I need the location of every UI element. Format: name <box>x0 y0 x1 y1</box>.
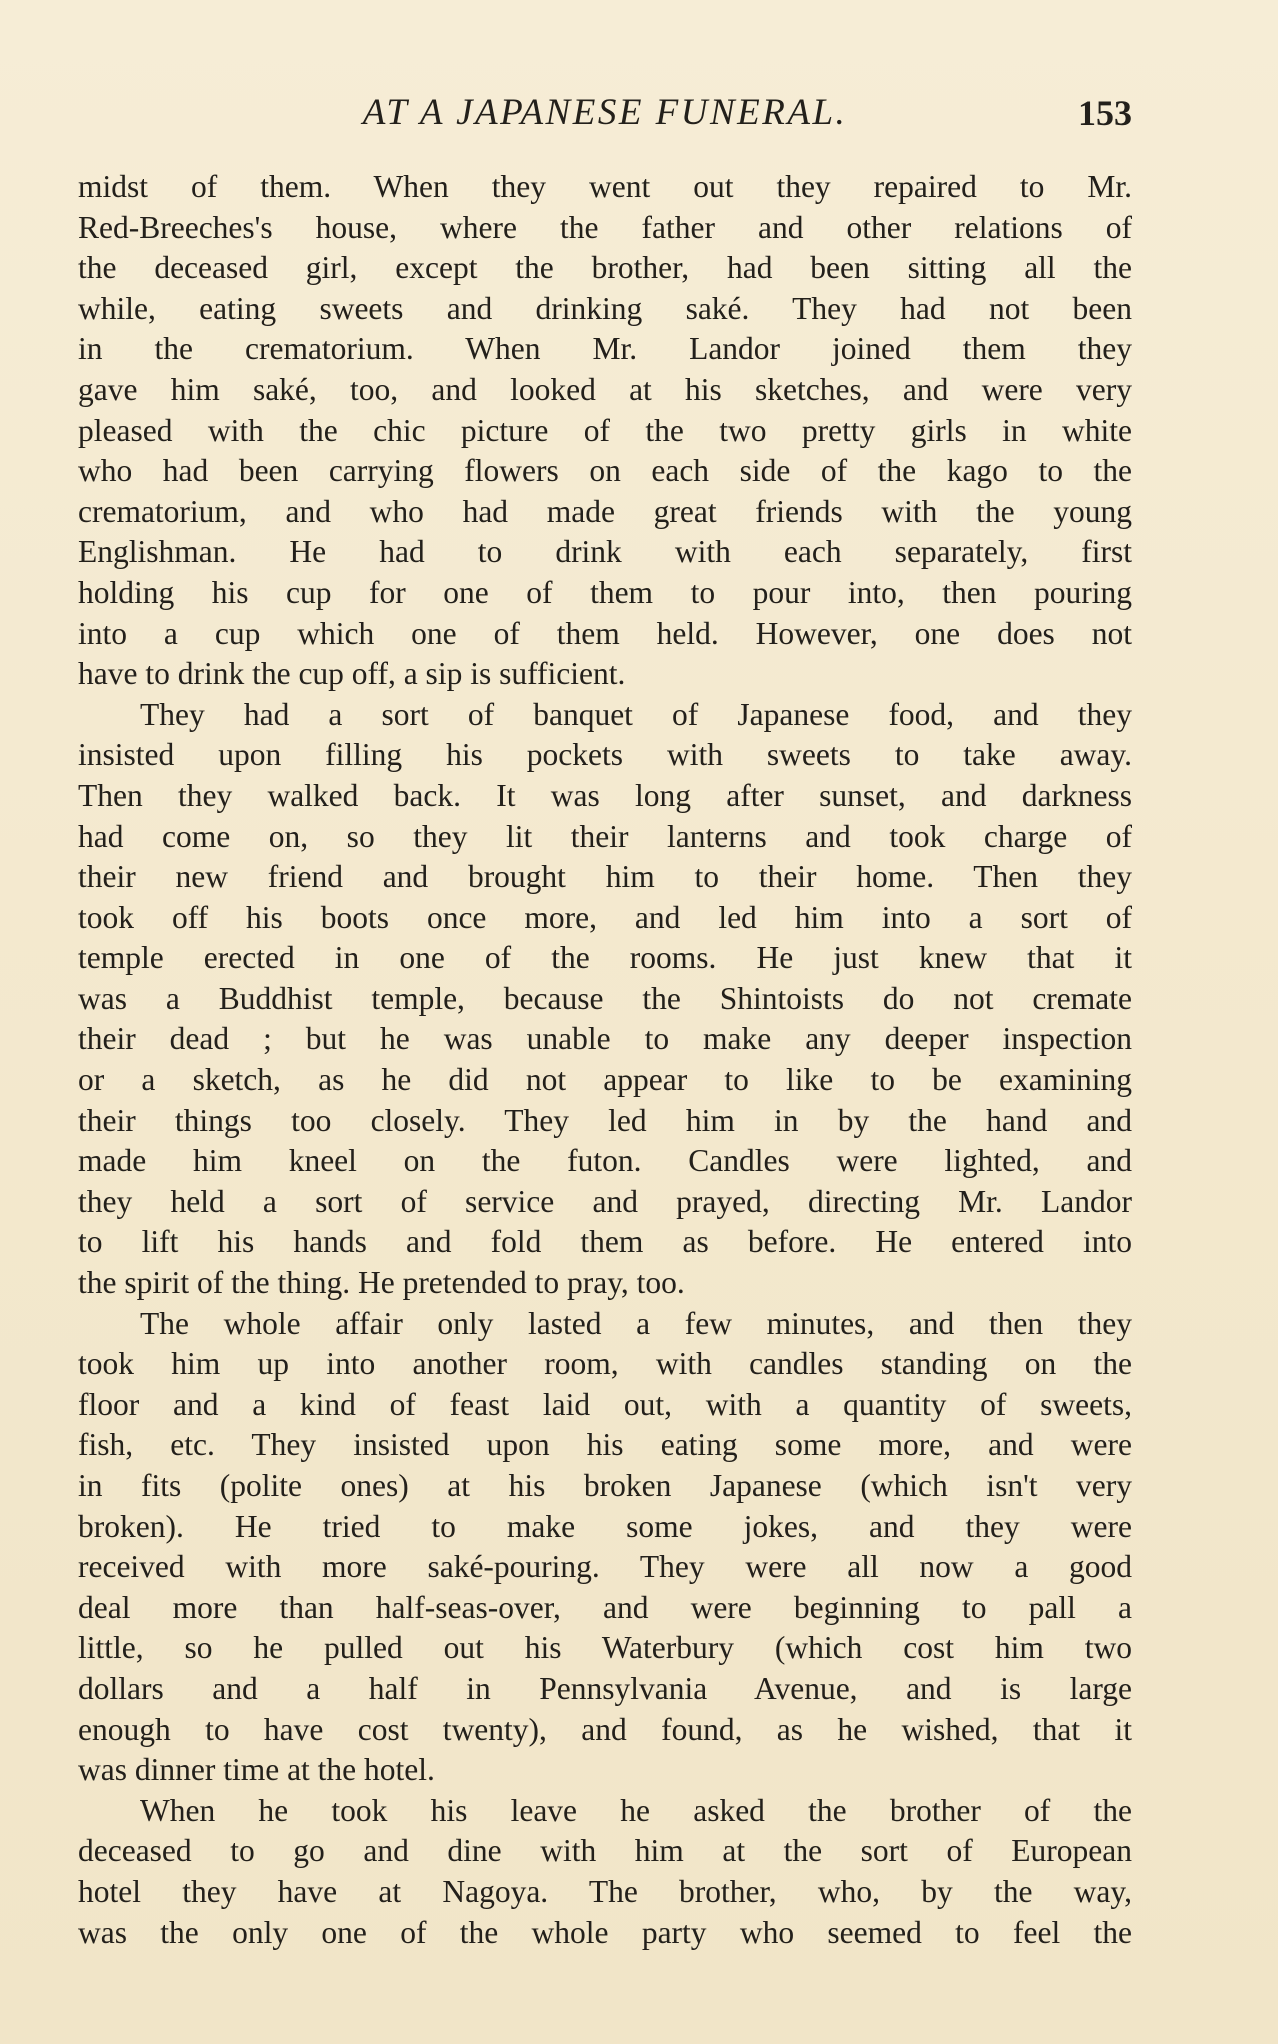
text-line: to lift his hands and fold them as before. He entered into <box>78 1224 1132 1260</box>
text-line: who had been carrying flowers on each side of the kago to the <box>78 453 1132 489</box>
page-number: 153 <box>1078 93 1132 133</box>
text-line: hotel they have at Nagoya. The brother, who, by the way, <box>78 1873 1132 1909</box>
text-line: little, so he pulled out his Waterbury (which cost him two <box>78 1630 1132 1666</box>
text-line: fish, etc. They insisted upon his eating some more, and were <box>78 1427 1132 1463</box>
text-line: have to drink the cup off, a sip is sufficient. <box>78 656 626 692</box>
text-line: dollars and a half in Pennsylvania Avenue, and is large <box>78 1670 1132 1706</box>
text-line: their things too closely. They led him in by the hand and <box>78 1102 1132 1138</box>
text-line: insisted upon filling his pockets with sweets to take away. <box>78 737 1132 773</box>
text-line: their new friend and brought him to their home. Then they <box>78 859 1132 895</box>
text-line: temple erected in one of the rooms. He just knew that it <box>78 940 1132 976</box>
body-text <box>78 167 1132 1953</box>
running-title: AT A JAPANESE FUNERAL. <box>362 92 848 133</box>
text-line: Red-Breeches's house, where the father and other relations of <box>78 209 1132 245</box>
text-line: enough to have cost twenty), and found, as he wished, that it <box>78 1711 1132 1747</box>
text-line: pleased with the chic picture of the two pretty girls in white <box>78 412 1132 448</box>
text-line: received with more saké-pouring. They were all now a good <box>78 1549 1132 1585</box>
text-line: in the crematorium. When Mr. Landor joined them they <box>78 331 1132 367</box>
text-line: made him kneel on the futon. Candles were lighted, and <box>78 1143 1132 1179</box>
text-line: Englishman. He had to drink with each separately, first <box>78 534 1132 570</box>
text-line: The whole affair only lasted a few minutes, and then they <box>140 1305 1132 1341</box>
text-line: the spirit of the thing. He pretended to pray, too. <box>78 1265 685 1301</box>
text-line: They had a sort of banquet of Japanese food, and they <box>140 696 1132 732</box>
text-line: was the only one of the whole party who seemed to feel the <box>78 1914 1132 1950</box>
text-line: took him up into another room, with candles standing on the <box>78 1346 1132 1382</box>
text-line: Then they walked back. It was long after sunset, and darkness <box>78 777 1132 813</box>
text-line: crematorium, and who had made great friends with the young <box>78 493 1132 529</box>
text-line: was dinner time at the hotel. <box>78 1752 435 1788</box>
text-line: was a Buddhist temple, because the Shintoists do not cremate <box>78 980 1132 1016</box>
text-line: floor and a kind of feast laid out, with a quantity of sweets, <box>78 1386 1132 1422</box>
text-line: the deceased girl, except the brother, had been sitting all the <box>78 250 1132 286</box>
running-head <box>78 88 1132 138</box>
text-line: while, eating sweets and drinking saké. They had not been <box>78 290 1132 326</box>
text-line: When he took his leave he asked the brother of the <box>140 1792 1132 1828</box>
text-line: broken). He tried to make some jokes, and they were <box>78 1508 1132 1544</box>
text-line: holding his cup for one of them to pour into, then pouring <box>78 574 1132 610</box>
text-line: gave him saké, too, and looked at his sketches, and were very <box>78 371 1132 407</box>
text-line: deal more than half-seas-over, and were beginning to pall a <box>78 1589 1132 1625</box>
text-line: or a sketch, as he did not appear to like to be examining <box>78 1062 1132 1098</box>
text-line: took off his boots once more, and led him into a sort of <box>78 899 1132 935</box>
text-line: in fits (polite ones) at his broken Japanese (which isn't very <box>78 1468 1132 1503</box>
text-line: midst of them. When they went out they repaired to Mr. <box>78 169 1132 204</box>
text-line: had come on, so they lit their lanterns and took charge of <box>78 818 1132 854</box>
text-line: deceased to go and dine with him at the sort of European <box>78 1833 1132 1869</box>
text-line: into a cup which one of them held. However, one does not <box>78 615 1132 651</box>
text-line: their dead ; but he was unable to make any deeper inspection <box>78 1021 1132 1057</box>
text-line: they held a sort of service and prayed, directing Mr. Landor <box>78 1183 1132 1219</box>
